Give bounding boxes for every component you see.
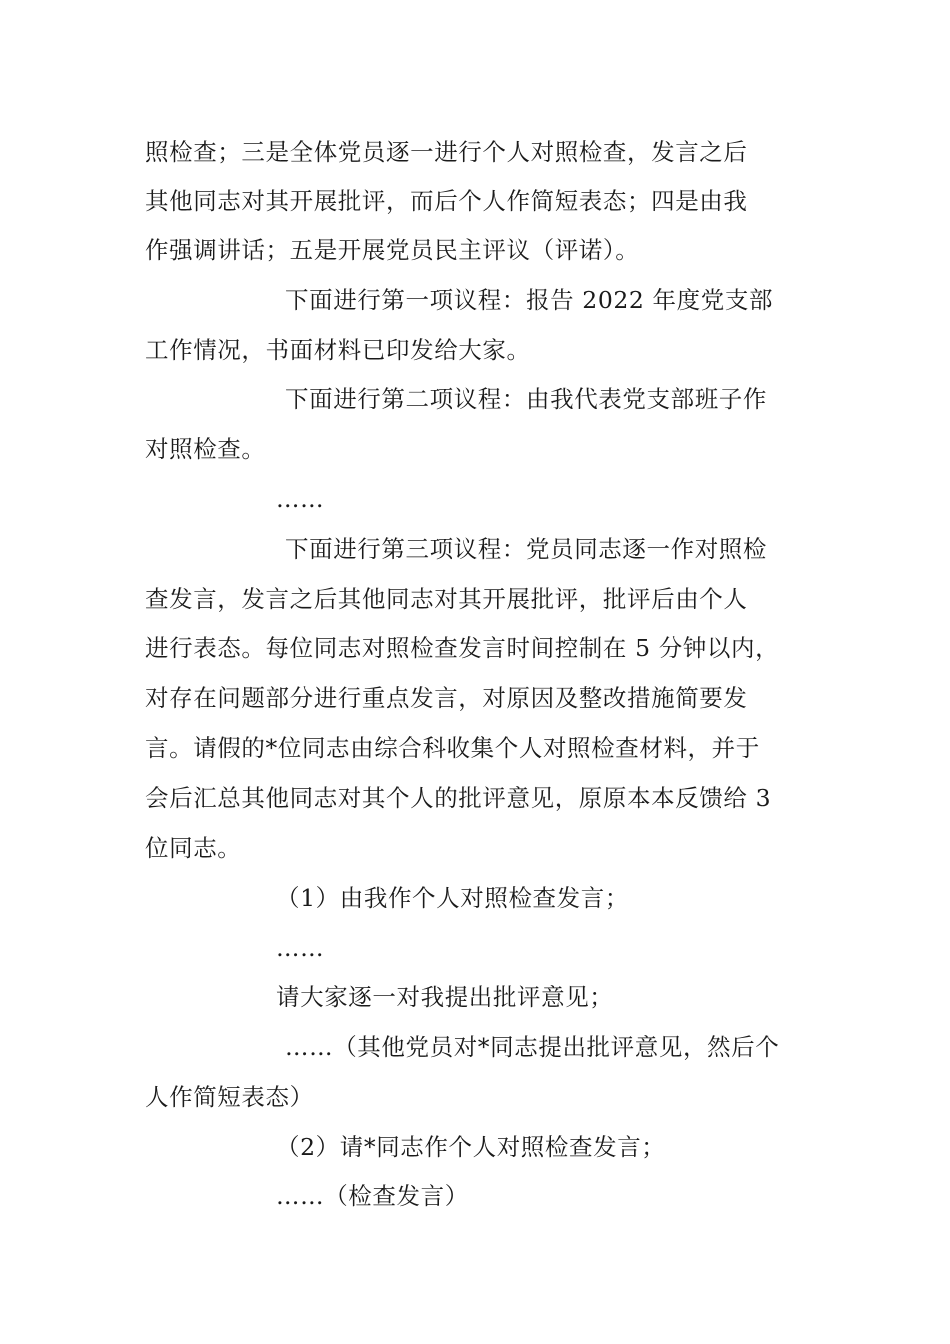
text-line: ……（检查发言） <box>276 1182 469 1210</box>
text-line: 会后汇总其他同志对其个人的批评意见，原原本本反馈给 3 <box>145 784 772 812</box>
text-line: 作强调讲话；五是开展党员民主评议（评诺）。 <box>145 236 640 264</box>
text-line: 人作简短表态） <box>145 1083 314 1111</box>
text-line: 查发言，发言之后其他同志对其开展批评，批评后由个人 <box>145 585 748 613</box>
text-line: 对存在问题部分进行重点发言，对原因及整改措施简要发 <box>145 684 748 712</box>
text-line: 其他同志对其开展批评，而后个人作简短表态；四是由我 <box>145 187 748 215</box>
text-line: 进行表态。每位同志对照检查发言时间控制在 5 分钟以内， <box>145 634 780 662</box>
text-line: …… <box>276 485 325 513</box>
text-line: 下面进行第二项议程：由我代表党支部班子作 <box>285 385 767 413</box>
text-line: 言。请假的*位同志由综合科收集个人对照检查材料，并于 <box>145 734 760 762</box>
text-line: 工作情况，书面材料已印发给大家。 <box>145 336 531 364</box>
text-line: （2）请*同志作个人对照检查发言； <box>276 1133 666 1161</box>
text-line: ……（其他党员对*同志提出批评意见，然后个 <box>285 1033 780 1061</box>
text-line: 照检查；三是全体党员逐一进行个人对照检查，发言之后 <box>145 138 748 166</box>
text-line: 下面进行第三项议程：党员同志逐一作对照检 <box>285 535 767 563</box>
text-line: 下面进行第一项议程：报告 2022 年度党支部 <box>285 286 774 314</box>
text-line: 位同志。 <box>145 834 242 862</box>
text-line: 请大家逐一对我提出批评意见； <box>276 983 614 1011</box>
text-line: （1）由我作个人对照检查发言； <box>276 884 629 912</box>
text-line: 对照检查。 <box>145 435 266 463</box>
text-line: …… <box>276 934 325 962</box>
